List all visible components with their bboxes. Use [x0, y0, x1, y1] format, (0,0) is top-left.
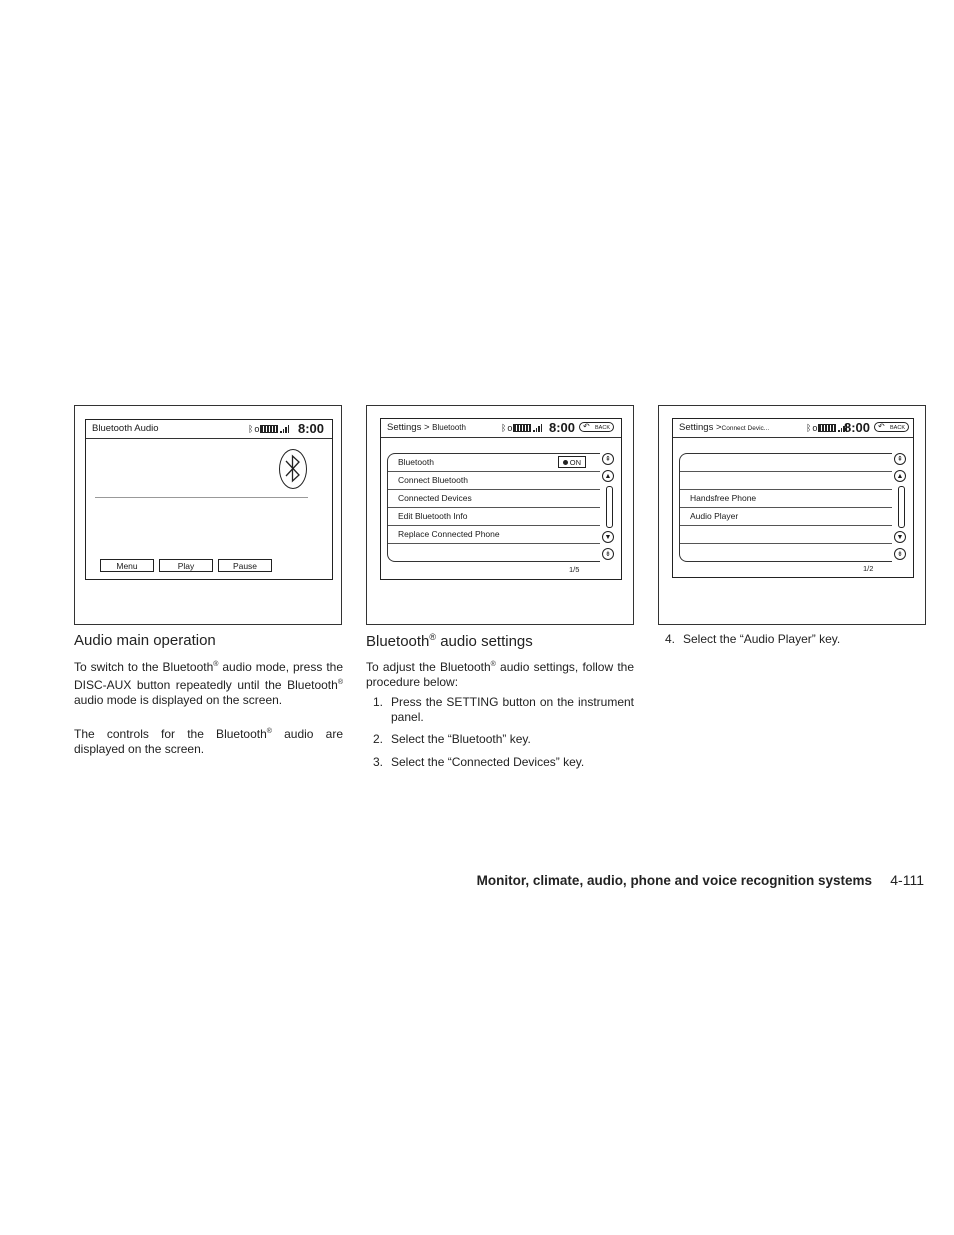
screen-header	[381, 419, 621, 438]
footer-chapter-title: Monitor, climate, audio, phone and voice recognition systems	[476, 873, 872, 888]
phone-status-icon: o	[812, 423, 818, 433]
list-item-label: Connected Devices	[398, 493, 472, 503]
device-type-list	[679, 453, 892, 562]
bt-settings-intro: To adjust the Bluetooth® audio settings, follow the procedure below:	[366, 660, 634, 689]
page-up-icon[interactable]: ⇞	[602, 453, 614, 465]
list-item-bluetooth[interactable]	[388, 454, 600, 472]
screen-header	[673, 419, 913, 438]
page-indicator: 1/2	[863, 564, 874, 573]
status-icons	[501, 419, 542, 437]
screen-subtitle: Bluetooth	[432, 423, 466, 432]
figure-bluetooth-audio	[74, 405, 342, 625]
screen-title: Settings >Connect Devic...	[679, 422, 770, 433]
list-item-handsfree-phone[interactable]	[680, 490, 892, 508]
screen-title: Bluetooth Audio	[92, 423, 159, 434]
screen-subtitle: Connect Devic...	[721, 425, 770, 432]
list-item-connect-bluetooth[interactable]	[388, 472, 600, 490]
scroll-down-icon[interactable]: ▼	[894, 531, 906, 543]
status-icons	[806, 419, 847, 437]
bluetooth-logo-icon	[279, 449, 307, 489]
bluetooth-on-toggle[interactable]: ON	[558, 456, 586, 468]
signal-icon	[532, 424, 542, 432]
list-item-label: Handsfree Phone	[690, 493, 757, 503]
step-1: 1. Press the SETTING button on the instrument panel.	[373, 695, 634, 724]
list-item-label: Bluetooth	[398, 457, 434, 467]
page-down-icon[interactable]: ⇟	[894, 548, 906, 560]
bluetooth-status-icon: ᛒ	[248, 424, 254, 434]
bluetooth-status-icon: ᛒ	[501, 423, 507, 433]
list-item-label: Replace Connected Phone	[398, 529, 500, 539]
screen-title: Settings > Bluetooth	[387, 422, 466, 433]
list-item-empty	[680, 526, 892, 544]
clock: 8:00	[549, 420, 576, 435]
heading-audio-main-operation: Audio main operation	[74, 632, 216, 649]
page-down-icon[interactable]: ⇟	[602, 548, 614, 560]
pause-button[interactable]: Pause	[218, 559, 272, 572]
divider-line	[95, 497, 308, 498]
list-item-connected-devices[interactable]	[388, 490, 600, 508]
list-item-empty	[680, 544, 892, 561]
list-item-empty	[680, 472, 892, 490]
list-item-label: Connect Bluetooth	[398, 475, 468, 485]
status-icons	[248, 420, 289, 438]
list-item-replace-connected-phone[interactable]	[388, 526, 600, 544]
footer-page-number: 4-111	[890, 872, 924, 888]
bluetooth-status-icon: ᛒ	[806, 423, 812, 433]
list-item-label: Audio Player	[690, 511, 739, 521]
scroll-down-icon[interactable]: ▼	[602, 531, 614, 543]
heading-bluetooth-audio-settings: Bluetooth® audio settings	[366, 632, 533, 650]
back-button[interactable]: ↶ BACK	[579, 422, 614, 432]
phone-status-icon: o	[507, 423, 513, 433]
list-item-label: Edit Bluetooth Info	[398, 511, 468, 521]
clock: 8:00	[298, 421, 325, 436]
battery-icon	[260, 425, 278, 433]
audio-main-paragraph-1: To switch to the Bluetooth® audio mode, press the DISC-AUX button repeatedly until the Bluetooth® audio mode is displayed on the screen.	[74, 660, 343, 707]
signal-icon	[279, 425, 289, 433]
scrollbar[interactable]	[606, 486, 613, 528]
settings-list	[387, 453, 600, 562]
step-3: 3. Select the “Connected Devices” key.	[373, 755, 585, 769]
bluetooth-symbol-icon	[280, 450, 305, 487]
step-2: 2. Select the “Bluetooth” key.	[373, 732, 531, 746]
step-4: 4. Select the “Audio Player” key.	[665, 632, 841, 646]
figure-settings-connect-devices	[658, 405, 926, 625]
list-item-edit-bluetooth-info[interactable]	[388, 508, 600, 526]
audio-main-paragraph-2: The controls for the Bluetooth® audio are displayed on the screen.	[74, 727, 343, 756]
menu-button[interactable]: Menu	[100, 559, 154, 572]
list-item-empty	[680, 454, 892, 472]
battery-icon	[513, 424, 531, 432]
clock: 8:00	[844, 420, 871, 435]
page-indicator: 1/5	[569, 565, 580, 574]
play-button[interactable]: Play	[159, 559, 213, 572]
scrollbar[interactable]	[898, 486, 905, 528]
scroll-up-icon[interactable]: ▲	[894, 470, 906, 482]
battery-icon	[818, 424, 836, 432]
figure-settings-bluetooth	[366, 405, 634, 625]
screen-settings-bluetooth	[380, 418, 622, 580]
phone-status-icon: o	[254, 424, 260, 434]
list-item-audio-player[interactable]	[680, 508, 892, 526]
screen-header	[86, 420, 332, 439]
scroll-up-icon[interactable]: ▲	[602, 470, 614, 482]
screen-bluetooth-audio	[85, 419, 333, 580]
page-up-icon[interactable]: ⇞	[894, 453, 906, 465]
list-item-empty	[388, 544, 600, 561]
back-button[interactable]: ↶ BACK	[874, 422, 909, 432]
screen-settings-connect-devices	[672, 418, 914, 578]
